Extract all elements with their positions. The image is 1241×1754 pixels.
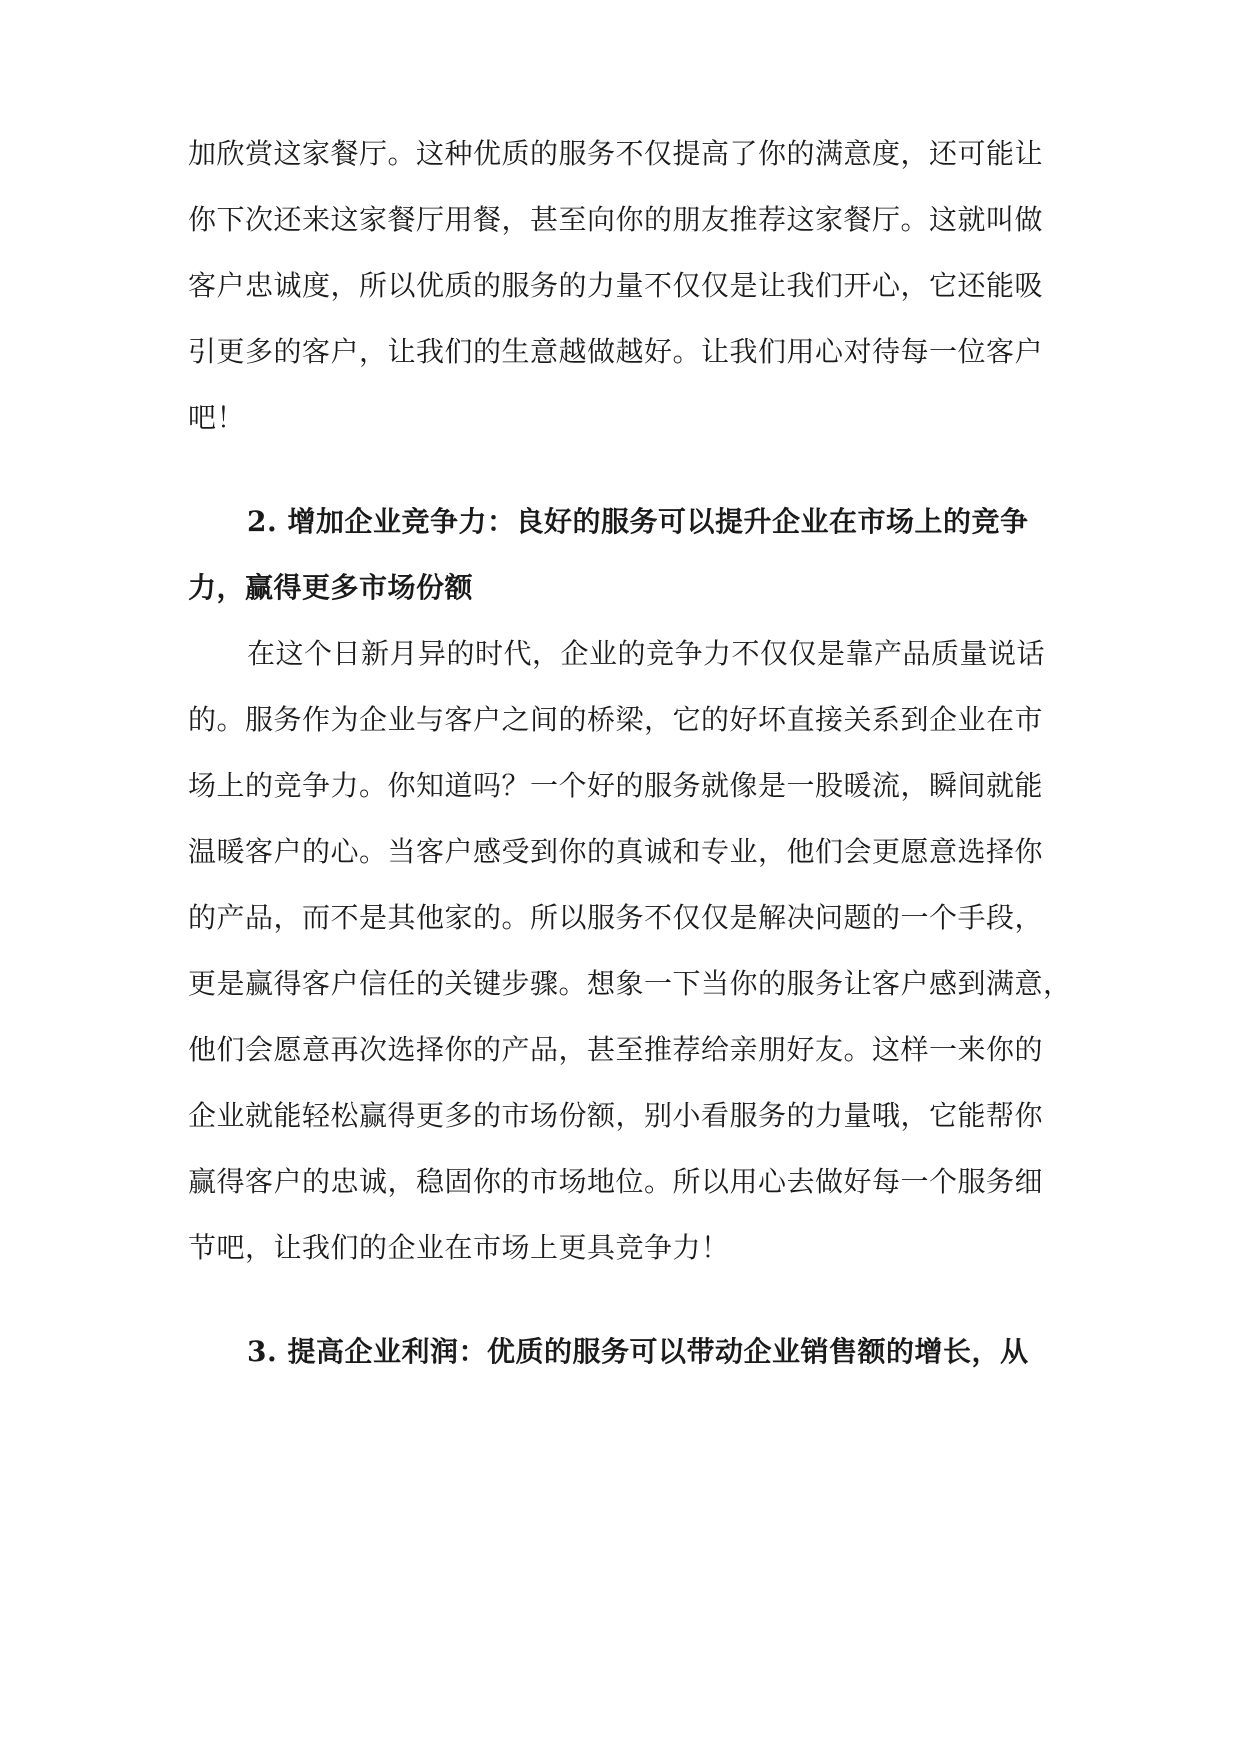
paragraph-2-line-1: 在这个日新月异的时代，企业的竞争力不仅仅是靠产品质量说话: [247, 637, 1046, 670]
paragraph-2-line-7: 他们会愿意再次选择你的产品，甚至推荐给亲朋好友。这样一来你的: [188, 1033, 1044, 1066]
paragraph-2-line-10: 节吧，让我们的企业在市场上更具竞争力！: [188, 1231, 730, 1264]
paragraph-2-line-9: 赢得客户的忠诚，稳固你的市场地位。所以用心去做好每一个服务细: [188, 1165, 1044, 1198]
paragraph-1-line-5: 吧！: [188, 401, 246, 434]
paragraph-1-line-2: 你下次还来这家餐厅用餐，甚至向你的朋友推荐这家餐厅。这就叫做: [188, 203, 1044, 236]
paragraph-2-line-3: 场上的竞争力。你知道吗？一个好的服务就像是一股暖流，瞬间就能: [188, 769, 1044, 802]
paragraph-2-line-2: 的。服务作为企业与客户之间的桥梁，它的好坏直接关系到企业在市: [188, 703, 1044, 736]
section-2-heading-line-2: 力，赢得更多市场份额: [188, 571, 474, 604]
paragraph-2-line-6: 更是赢得客户信任的关键步骤。想象一下当你的服务让客户感到满意，: [188, 967, 1072, 1000]
paragraph-1-line-1: 加欣赏这家餐厅。这种优质的服务不仅提高了你的满意度，还可能让: [188, 137, 1044, 170]
paragraph-1-line-4: 引更多的客户，让我们的生意越做越好。让我们用心对待每一位客户: [188, 335, 1044, 368]
paragraph-2-line-4: 温暖客户的心。当客户感受到你的真诚和专业，他们会更愿意选择你: [188, 835, 1044, 868]
paragraph-2-line-5: 的产品，而不是其他家的。所以服务不仅仅是解决问题的一个手段，: [188, 901, 1044, 934]
paragraph-1-line-3: 客户忠诚度，所以优质的服务的力量不仅仅是让我们开心，它还能吸: [188, 269, 1044, 302]
section-2-heading-line-1: 2. 增加企业竞争力：良好的服务可以提升企业在市场上的竞争: [247, 505, 1029, 538]
section-3-heading-line-1: 3. 提高企业利润：优质的服务可以带动企业销售额的增长，从: [247, 1335, 1029, 1368]
paragraph-2-line-8: 企业就能轻松赢得更多的市场份额，别小看服务的力量哦，它能帮你: [188, 1099, 1044, 1132]
